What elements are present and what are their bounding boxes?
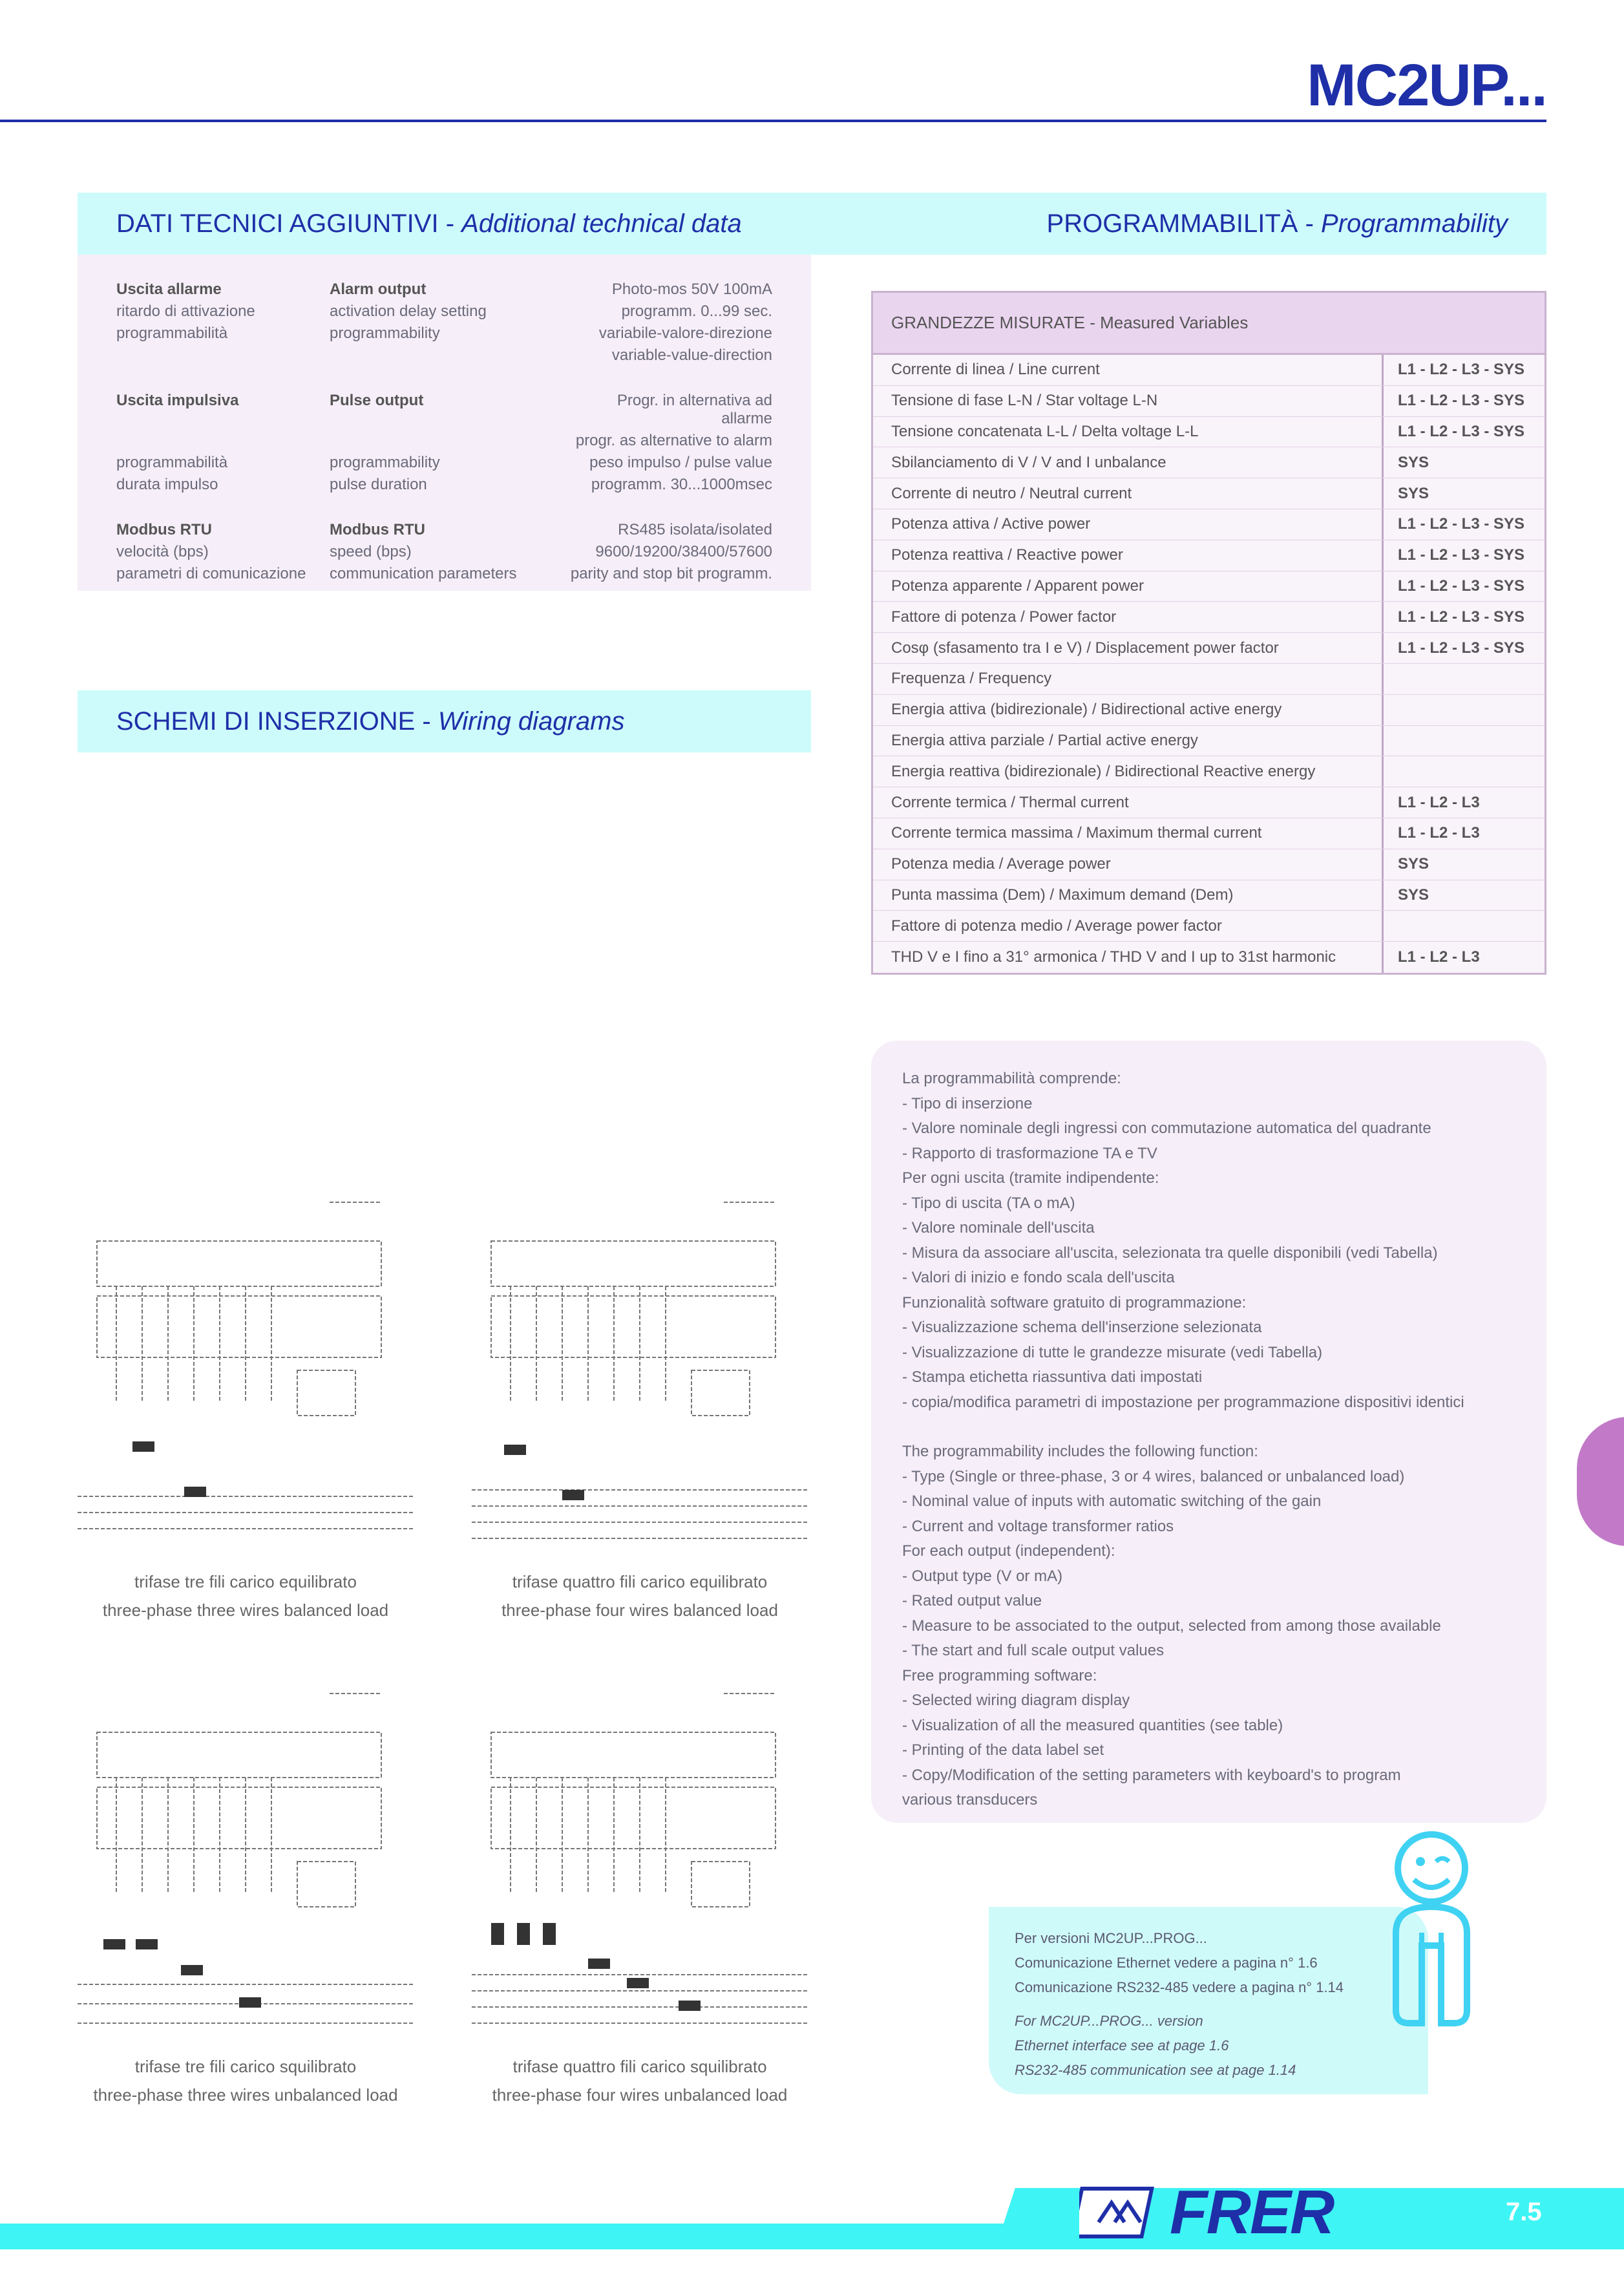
document-title: MC2UP... xyxy=(1307,52,1546,118)
note-line-1: Per versioni MC2UP...PROG... xyxy=(1015,1930,1207,1946)
table-row xyxy=(873,478,1545,509)
table-row xyxy=(873,942,1545,973)
table-row xyxy=(873,911,1545,942)
tech-group-pulse: Uscita impulsiva Pulse output Progr. in alternativa ad allarme progr. as alternative to alarm programmabilità programmability peso impulso / pulse value durata impulso pulse duration programm. 30...1000msec xyxy=(116,392,772,493)
variable-label: Energia reattiva (bidirezionale) / Bidirectional Reactive energy xyxy=(891,762,1316,780)
variable-label: Energia attiva (bidirezionale) / Bidirectional active energy xyxy=(891,701,1282,719)
note-line: - Misura da associare all'uscita, selezionata tra quelle disponibili (vedi Tabella) xyxy=(902,1244,1438,1262)
wiring-diagram-4 xyxy=(472,1681,808,2105)
variable-phases: SYS xyxy=(1382,849,1545,880)
note-line-4: For MC2UP...PROG... version xyxy=(1015,2013,1203,2029)
wiring-diagram-3-drawing xyxy=(78,1681,414,2043)
note-line: - Tipo di inserzione xyxy=(902,1094,1033,1112)
note-line: - Visualizzazione di tutte le grandezze misurate (vedi Tabella) xyxy=(902,1343,1323,1361)
note-line: - Stampa etichetta riassuntiva dati impostati xyxy=(902,1368,1203,1386)
tech-data-heading: DATI TECNICI AGGIUNTIVI - Additional technical data xyxy=(116,209,742,238)
table-row xyxy=(873,756,1545,787)
table-row xyxy=(873,540,1545,571)
table-row xyxy=(873,818,1545,849)
table-row xyxy=(873,849,1545,880)
variable-label: Corrente di linea / Line current xyxy=(891,361,1100,379)
note-line: - Rated output value xyxy=(902,1592,1042,1609)
variable-label: Potenza attiva / Active power xyxy=(891,515,1091,533)
wiring-diagram-2-drawing xyxy=(472,1189,808,1551)
note-line: - Valore nominale degli ingressi con commutazione automatica del quadrante xyxy=(902,1120,1431,1137)
frer-logo-icon xyxy=(1079,2183,1157,2242)
note-line: - The start and full scale output values xyxy=(902,1642,1165,1659)
note-line: - Nominal value of inputs with automatic switching of the gain xyxy=(902,1492,1322,1510)
wiring-diagram-2 xyxy=(472,1189,808,1620)
variable-label: Fattore di potenza / Power factor xyxy=(891,608,1117,626)
variable-phases: L1 - L2 - L3 - SYS xyxy=(1382,417,1545,447)
variable-phases: L1 - L2 - L3 xyxy=(1382,942,1545,973)
programmability-notes xyxy=(871,1041,1546,1823)
tech-data-box xyxy=(78,255,811,591)
diagram-3-caption-en: three-phase three wires unbalanced load xyxy=(93,2085,398,2105)
header-rule xyxy=(0,120,1546,122)
table-row xyxy=(873,602,1545,633)
note-line: - Tipo di uscita (TA o mA) xyxy=(902,1194,1075,1212)
variable-label: Potenza reattiva / Reactive power xyxy=(891,546,1123,564)
tech-group-alarm: Uscita allarme Alarm output Photo-mos 50V 100mA ritardo di attivazione activation delay setting programm. 0...99 sec. programmabilità programmability variabile-valore-direzione variable-value-direction xyxy=(116,281,772,364)
variable-label: Corrente termica massima / Maximum thermal current xyxy=(891,824,1262,842)
table-row xyxy=(873,386,1545,417)
measured-variables-table xyxy=(871,291,1546,975)
note-line: - Output type (V or mA) xyxy=(902,1567,1063,1585)
variable-phases xyxy=(1382,664,1545,694)
wiring-diagram-1-drawing xyxy=(78,1189,414,1551)
variable-label: Sbilanciamento di V / V and I unbalance xyxy=(891,453,1166,471)
diagram-4-caption-en: three-phase four wires unbalanced load xyxy=(492,2085,788,2105)
note-line: - Printing of the data label set xyxy=(902,1741,1104,1759)
note-line: - Visualization of all the measured quantities (see table) xyxy=(902,1716,1283,1734)
note-line: - Measure to be associated to the output, selected from among those available xyxy=(902,1617,1441,1635)
diagram-1-caption-it: trifase tre fili carico equilibrato xyxy=(134,1572,357,1591)
tech-group-modbus: Modbus RTU Modbus RTU RS485 isolata/isolated velocità (bps) speed (bps) 9600/19200/38400/57600 parametri di comunicazione communication parameters parity and stop bit programm. xyxy=(116,521,772,582)
table-row xyxy=(873,355,1545,386)
note-line: La programmabilità comprende: xyxy=(902,1070,1121,1087)
brand-name: FRER xyxy=(1170,2178,1334,2247)
note-line: - Type (Single or three-phase, 3 or 4 wires, balanced or unbalanced load) xyxy=(902,1467,1405,1485)
note-line-2: Comunicazione Ethernet vedere a pagina n° 1.6 xyxy=(1015,1955,1318,1971)
wiring-diagram-3 xyxy=(78,1681,414,2105)
note-line: various transducers xyxy=(902,1791,1038,1809)
table-row xyxy=(873,571,1545,602)
variable-phases: L1 - L2 - L3 - SYS xyxy=(1382,355,1545,385)
note-line: - Valori di inizio e fondo scala dell'uscita xyxy=(902,1269,1175,1286)
footer-bar xyxy=(0,2224,1624,2249)
variable-label: Tensione concatenata L-L / Delta voltage L-L xyxy=(891,422,1199,440)
mascot-note-box xyxy=(989,1907,1428,2094)
variable-phases: L1 - L2 - L3 xyxy=(1382,787,1545,818)
variable-label: Fattore di potenza medio / Average power factor xyxy=(891,917,1222,935)
note-line: - Visualizzazione schema dell'inserzione selezionata xyxy=(902,1319,1262,1336)
variable-phases: SYS xyxy=(1382,880,1545,911)
variable-phases: L1 - L2 - L3 - SYS xyxy=(1382,571,1545,602)
page-number: 7.5 xyxy=(1506,2198,1542,2226)
table-body xyxy=(873,355,1545,973)
variable-label: Tensione di fase L-N / Star voltage L-N xyxy=(891,392,1158,410)
table-row xyxy=(873,417,1545,448)
table-row xyxy=(873,633,1545,664)
variable-phases: L1 - L2 - L3 - SYS xyxy=(1382,633,1545,663)
note-line: - Current and voltage transformer ratios xyxy=(902,1517,1174,1535)
variable-phases: SYS xyxy=(1382,447,1545,478)
variable-phases: L1 - L2 - L3 - SYS xyxy=(1382,602,1545,632)
note-line: - Copy/Modification of the setting parameters with keyboard's to program xyxy=(902,1766,1401,1784)
note-line: - copia/modifica parametri di impostazione per programmazione dispositivi identici xyxy=(902,1393,1464,1411)
note-line: Per ogni uscita (tramite indipendente: xyxy=(902,1169,1159,1187)
smiley-mascot-icon xyxy=(1376,1829,1480,2062)
table-row xyxy=(873,787,1545,818)
variable-label: THD V e I fino a 31° armonica / THD V and I up to 31st harmonic xyxy=(891,948,1336,966)
variable-label: Energia attiva parziale / Partial active energy xyxy=(891,731,1198,749)
table-header: GRANDEZZE MISURATE - Measured Variables xyxy=(873,293,1545,355)
note-line: The programmability includes the following function: xyxy=(902,1443,1258,1460)
variable-phases xyxy=(1382,695,1545,725)
programmability-heading: PROGRAMMABILITÀ - Programmability xyxy=(1046,209,1508,238)
note-line: - Rapporto di trasformazione TA e TV xyxy=(902,1144,1157,1162)
table-row xyxy=(873,509,1545,540)
variable-phases: SYS xyxy=(1382,478,1545,509)
table-row xyxy=(873,880,1545,911)
diagram-2-caption-it: trifase quattro fili carico equilibrato xyxy=(512,1572,768,1591)
variable-phases: L1 - L2 - L3 - SYS xyxy=(1382,509,1545,540)
variable-phases: L1 - L2 - L3 - SYS xyxy=(1382,386,1545,416)
variable-phases: L1 - L2 - L3 - SYS xyxy=(1382,540,1545,571)
note-line: For each output (independent): xyxy=(902,1542,1115,1560)
wiring-diagram-1 xyxy=(78,1189,414,1620)
note-line-5: Ethernet interface see at page 1.6 xyxy=(1015,2037,1229,2054)
variable-phases: L1 - L2 - L3 xyxy=(1382,818,1545,849)
note-line: - Valore nominale dell'uscita xyxy=(902,1219,1095,1237)
diagram-2-caption-en: three-phase four wires balanced load xyxy=(501,1600,778,1620)
diagram-4-caption-it: trifase quattro fili carico squilibrato xyxy=(512,2057,767,2076)
variable-label: Potenza media / Average power xyxy=(891,855,1111,873)
section-bar-tech-data xyxy=(78,193,1546,255)
wiring-diagram-4-drawing xyxy=(472,1681,808,2043)
section-tab xyxy=(1577,1417,1624,1546)
variable-phases xyxy=(1382,756,1545,787)
diagram-1-caption-en: three-phase three wires balanced load xyxy=(102,1600,389,1620)
variable-phases xyxy=(1382,726,1545,756)
table-row xyxy=(873,726,1545,757)
variable-phases xyxy=(1382,911,1545,941)
note-line: Free programming software: xyxy=(902,1666,1097,1684)
table-row xyxy=(873,664,1545,695)
notes-english xyxy=(902,1439,1515,1813)
table-row xyxy=(873,695,1545,726)
variable-label: Corrente di neutro / Neutral current xyxy=(891,484,1132,502)
note-line: - Selected wiring diagram display xyxy=(902,1692,1130,1709)
table-row xyxy=(873,447,1545,478)
note-line-6: RS232-485 communication see at page 1.14 xyxy=(1015,2062,1296,2078)
section-bar-wiring: SCHEMI DI INSERZIONE - Wiring diagrams xyxy=(78,690,811,752)
variable-label: Potenza apparente / Apparent power xyxy=(891,577,1144,595)
note-line-3: Comunicazione RS232-485 vedere a pagina n° 1.14 xyxy=(1015,1979,1344,1995)
variable-label: Corrente termica / Thermal current xyxy=(891,793,1129,811)
variable-label: Cosφ (sfasamento tra I e V) / Displacement power factor xyxy=(891,639,1279,657)
notes-italian xyxy=(902,1067,1515,1415)
note-line: Funzionalità software gratuito di programmazione: xyxy=(902,1293,1247,1311)
diagram-3-caption-it: trifase tre fili carico squilibrato xyxy=(134,2057,357,2076)
variable-label: Frequenza / Frequency xyxy=(891,670,1052,688)
variable-label: Punta massima (Dem) / Maximum demand (Dem) xyxy=(891,886,1234,904)
